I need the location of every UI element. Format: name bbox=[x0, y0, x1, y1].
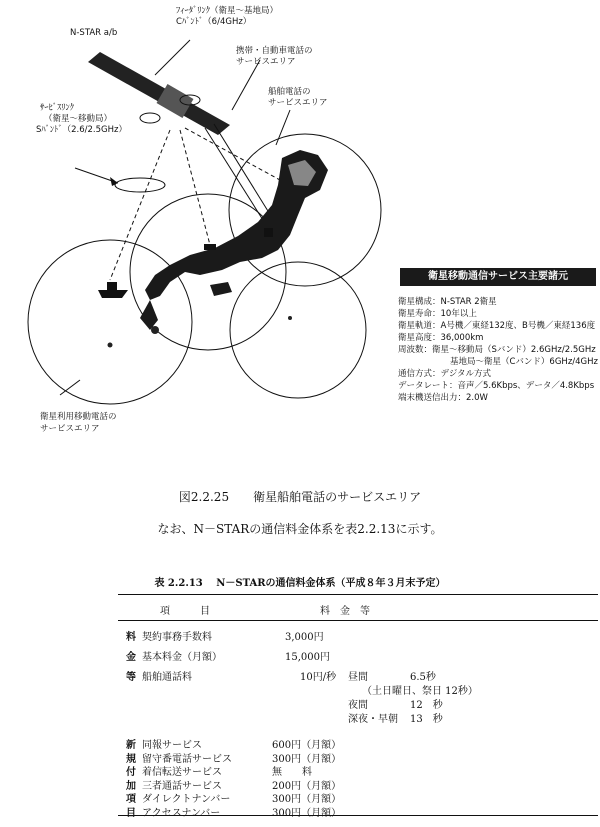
sat-mobile-area-label-line1: 衛星利用移動電話の bbox=[40, 412, 117, 422]
service-item-label: 同報サービス bbox=[142, 740, 202, 751]
side-char: 規 bbox=[126, 753, 136, 765]
ship-area-label-line1: 船舶電話の bbox=[268, 87, 311, 97]
call-period: 昼間 bbox=[348, 672, 368, 683]
side-char: 料 bbox=[126, 632, 136, 643]
spec-line: 端末機送信出力：2.0W bbox=[398, 393, 488, 403]
service-item-label: 留守番電話サービス bbox=[142, 753, 232, 765]
service-item-label: ダイレクトナンバー bbox=[142, 794, 231, 805]
side-char: 等 bbox=[126, 672, 136, 683]
nstar-label: N-STAR a/b bbox=[70, 28, 118, 38]
table-bottom-rule bbox=[118, 815, 598, 816]
table-header-rule bbox=[118, 620, 598, 621]
service-item-value: 200円（月額） bbox=[272, 780, 342, 792]
feeder-link-label-line2: Cﾊﾞﾝﾄﾞ（6/4GHz） bbox=[176, 17, 252, 27]
service-item-value: 300円（月額） bbox=[272, 807, 342, 819]
base-station-icon bbox=[264, 228, 273, 237]
spec-line: 衛星寿命：10年以上 bbox=[398, 309, 477, 319]
table-top-rule bbox=[118, 594, 598, 595]
sat-mobile-area-circle bbox=[28, 240, 192, 404]
side-char: 金 bbox=[126, 652, 136, 663]
fee-item-value: 3,000円 bbox=[285, 632, 324, 643]
spec-box-title: 衛星移動通信サービス主要諸元 bbox=[400, 268, 596, 286]
fee-item-value: 15,000円 bbox=[285, 652, 330, 663]
service-item-value: 300円（月額） bbox=[272, 753, 342, 765]
spec-line: 衛星構成：N-STAR 2衛星 bbox=[398, 297, 497, 307]
spec-line: 衛星高度：36,000km bbox=[398, 333, 484, 343]
service-item-label: 三者通話サービス bbox=[142, 780, 222, 792]
side-char: 目 bbox=[126, 807, 136, 819]
service-link-label-line1: ｻｰﾋﾞｽﾘﾝｸ bbox=[40, 103, 75, 113]
side-char: 加 bbox=[126, 780, 136, 792]
call-period: 深夜・早朝 bbox=[348, 714, 398, 725]
call-seconds: 13 秒 bbox=[410, 714, 443, 725]
fee-item-label: 船舶通話料 bbox=[142, 672, 192, 683]
ship-icon bbox=[98, 282, 128, 298]
ship-area-label-line2: サービスエリア bbox=[268, 98, 328, 108]
fee-item-label: 契約事務手数料 bbox=[142, 632, 212, 643]
service-item-value: 600円（月額） bbox=[272, 740, 342, 751]
japan-map bbox=[108, 150, 329, 348]
call-period: 夜間 bbox=[348, 700, 368, 711]
side-char: 新 bbox=[126, 740, 136, 751]
table-header-fee: 料 金 等 bbox=[320, 606, 370, 617]
service-link-label-line3: Sﾊﾞﾝﾄﾞ（2.6/2.5GHz） bbox=[36, 125, 127, 135]
call-seconds: 6.5秒 bbox=[410, 672, 436, 683]
service-item-label: アクセスナンバー bbox=[142, 807, 221, 819]
feeder-link-label-line1: ﾌｨｰﾀﾞﾘﾝｸ（衛星～基地局） bbox=[176, 6, 279, 16]
table-title: 表 2.2.13 N－STARの通信料金体系（平成８年３月末予定） bbox=[154, 578, 446, 589]
side-char: 付 bbox=[126, 767, 136, 778]
spec-line: 基地局～衛星（Cバンド）6GHz/4GHz bbox=[450, 357, 598, 367]
spec-line: データレート：音声／5.6Kbps、データ／4.8Kbps bbox=[398, 381, 595, 391]
side-char: 項 bbox=[126, 794, 136, 805]
figure-caption: 図2.2.25 衛星船舶電話のサービスエリア bbox=[178, 490, 422, 504]
ship-area-circle-south bbox=[230, 262, 366, 398]
spec-line: 衛星軌道：A号機／東経132度、B号機／東経136度 bbox=[398, 321, 596, 331]
spec-line: 通信方式：デジタル方式 bbox=[398, 369, 491, 379]
service-item-value: 300円（月額） bbox=[272, 794, 342, 805]
spec-line: 周波数：衛星～移動局（Sバンド）2.6GHz/2.5GHz bbox=[398, 345, 596, 355]
sat-mobile-area-label-line2: サービスエリア bbox=[40, 424, 100, 434]
fee-item-label: 基本料金（月額） bbox=[142, 652, 222, 663]
portable-area-label-line2: サービスエリア bbox=[236, 57, 296, 67]
body-sentence: なお、N－STARの通信料金体系を表2.2.13に示す。 bbox=[157, 522, 443, 536]
call-period: （土日曜日、祭日 12秒） bbox=[362, 686, 478, 697]
call-seconds: 12 秒 bbox=[410, 700, 443, 711]
portable-area-label-line1: 携帯・自動車電話の bbox=[236, 46, 313, 56]
car-icon bbox=[204, 244, 216, 250]
service-link-label-line2: （衛星～移動局） bbox=[44, 114, 113, 124]
spec-box-lines bbox=[398, 296, 598, 404]
service-item-label: 着信転送サービス bbox=[142, 767, 222, 778]
table-header-item: 項 目 bbox=[160, 606, 210, 617]
service-item-value: 無 料 bbox=[272, 767, 312, 778]
fee-item-value: 10円/秒 bbox=[300, 672, 337, 683]
